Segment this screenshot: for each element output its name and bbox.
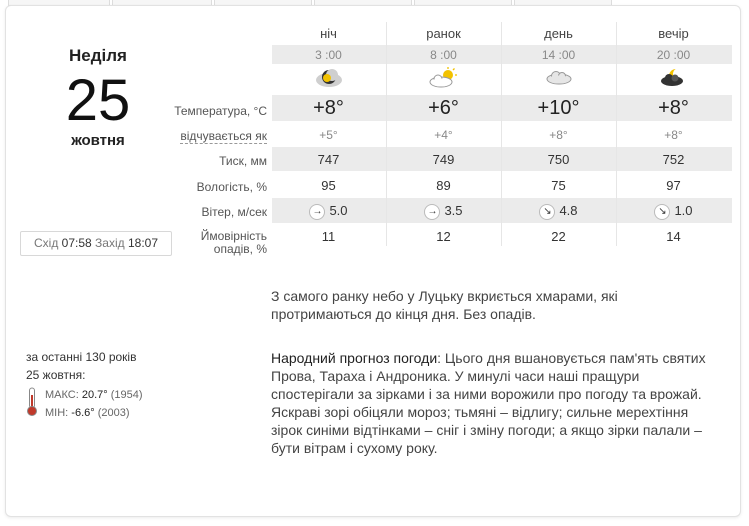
- wind-value: [502, 203, 615, 220]
- humidity-label: Вологість, %: [196, 180, 267, 194]
- history-period: за останні 130 років: [26, 350, 137, 364]
- sunrise-sunset-box: [20, 231, 172, 256]
- history-date: 25 жовтня:: [26, 368, 86, 382]
- temperature-value: +8°: [313, 97, 344, 119]
- wind-value: [387, 203, 500, 220]
- wind-direction-icon: →: [424, 204, 440, 220]
- time-cell: 3 :00: [315, 48, 342, 62]
- column-header-evening: вечір: [658, 26, 689, 41]
- sunset-time: 18:07: [127, 236, 159, 250]
- month-name: жовтня: [71, 132, 125, 149]
- feels-like-value: +8°: [664, 128, 683, 142]
- feels-like-label-text[interactable]: відчувається як: [180, 129, 267, 143]
- pressure-value: 750: [547, 152, 570, 167]
- night-partly-cloudy-icon: [272, 67, 385, 93]
- folk-forecast-text: : Цього дня вшановується пам'ять святих Прова, Тараха і Андроника. У минулі часи наші пращури спостерігали за зірками і за ними ворожили про погоду та врожай. Яскраві зорі обіцяли мороз; тьмяні – відлигу; сильне мерехтіння зірок синіми відтінками – сніг і зміну погоди; а якщо зірки палали – бути вітрам і сухому року.: [271, 350, 706, 456]
- record-min-label: МІН:: [45, 407, 69, 419]
- wind-direction-icon: →: [309, 204, 325, 220]
- temperature-value: +8°: [658, 97, 689, 119]
- record-max-label: МАКС:: [45, 389, 79, 401]
- wind-value: [272, 203, 385, 220]
- record-max-year: (1954): [110, 389, 143, 401]
- sunrise-time: 07:58: [61, 236, 92, 250]
- pressure-value: 752: [662, 152, 685, 167]
- wind-label: Вітер, м/сек: [201, 205, 267, 219]
- pressure-label: Тиск, мм: [219, 154, 267, 168]
- precip-value: 11: [321, 229, 336, 244]
- forecast-description: З самого ранку небо у Луцьку вкриється хмарами, які протримаються до кінця дня. Без опадів.: [271, 288, 618, 322]
- folk-forecast: [271, 349, 721, 457]
- history-block: [26, 348, 226, 384]
- temperature-label: Температура, °С: [174, 104, 267, 118]
- wind-direction-icon: ↘: [654, 204, 670, 220]
- feels-like-value: +8°: [549, 128, 568, 142]
- precip-value: 12: [436, 229, 451, 244]
- precip-value: 14: [666, 229, 681, 244]
- day-name: Неділя: [69, 46, 127, 65]
- sunrise-label: Схід: [33, 236, 59, 250]
- record-min-year: (2003): [97, 407, 130, 419]
- precip-label-line1: Ймовірність: [200, 229, 267, 243]
- precip-label: [170, 230, 267, 256]
- pressure-value: 747: [317, 152, 340, 167]
- feels-like-value: +4°: [434, 128, 453, 142]
- date-block: [20, 46, 176, 149]
- wind-speed: 4.8: [559, 203, 578, 218]
- time-cell: 8 :00: [430, 48, 457, 62]
- record-min: [45, 407, 130, 419]
- record-max-value: 20.7°: [81, 389, 108, 401]
- sunset-label: Захід: [95, 236, 125, 250]
- wind-speed: 5.0: [329, 203, 348, 218]
- temperature-value: +6°: [428, 97, 459, 119]
- precip-label-line2: опадів, %: [213, 242, 267, 256]
- record-min-value: -6.6°: [71, 407, 95, 419]
- wind-value: [617, 203, 730, 220]
- wind-speed: 1.0: [674, 203, 693, 218]
- wind-speed: 3.5: [444, 203, 463, 218]
- column-header-morning: ранок: [426, 26, 461, 41]
- humidity-value: 95: [321, 178, 336, 193]
- cloudy-icon: [502, 67, 615, 93]
- night-cloudy-icon-svg: [659, 67, 689, 89]
- thermometer-icon: [26, 387, 38, 422]
- precip-value: 22: [551, 229, 566, 244]
- time-cell: 14 :00: [541, 48, 576, 62]
- night-cloudy-icon: [617, 67, 730, 93]
- column-header-night: ніч: [320, 26, 337, 41]
- record-max: [45, 389, 143, 401]
- folk-forecast-title: Народний прогноз погоди: [271, 350, 438, 366]
- temperature-value: +10°: [537, 97, 580, 119]
- sun-behind-clouds-icon-svg: [428, 67, 460, 89]
- cloudy-icon-svg: [544, 67, 574, 87]
- wind-direction-icon: ↘: [539, 204, 555, 220]
- column-header-day: день: [544, 26, 573, 41]
- day-number: 25: [65, 68, 131, 133]
- humidity-value: 97: [666, 178, 681, 193]
- sun-behind-clouds-icon: [387, 67, 500, 93]
- thermometer-icon-svg: [26, 387, 38, 417]
- time-cell: 20 :00: [656, 48, 691, 62]
- feels-like-value: +5°: [319, 128, 338, 142]
- feels-like-label[interactable]: [170, 129, 267, 143]
- humidity-value: 75: [551, 178, 566, 193]
- night-partly-cloudy-icon-svg: [314, 67, 344, 89]
- humidity-value: 89: [436, 178, 451, 193]
- pressure-value: 749: [432, 152, 455, 167]
